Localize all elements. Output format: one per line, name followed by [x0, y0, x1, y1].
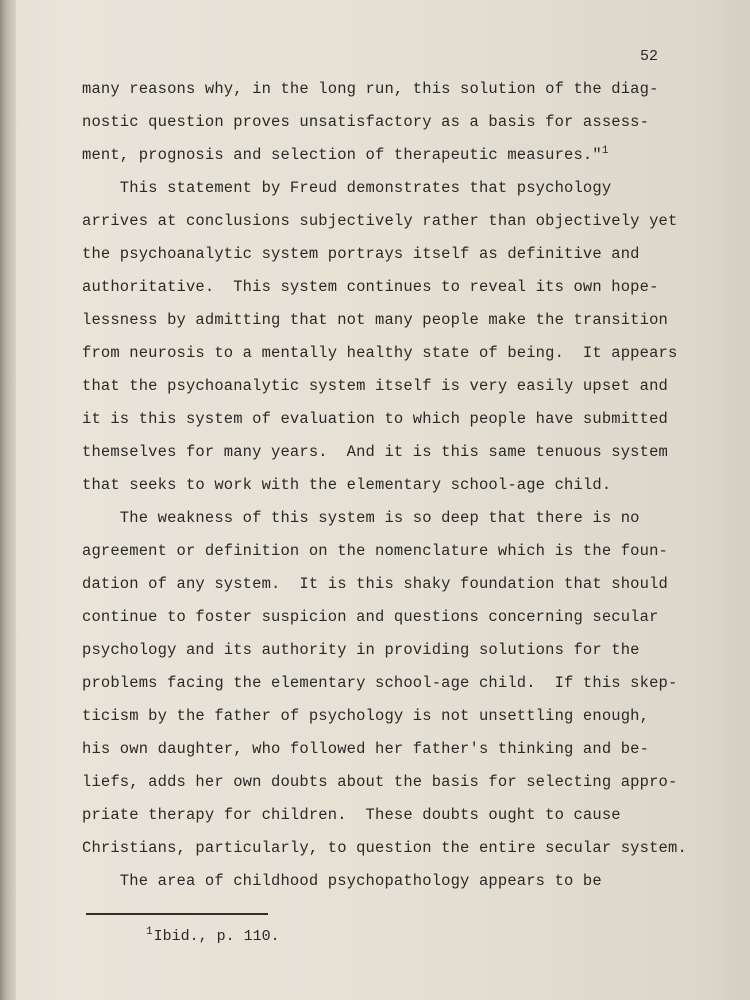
- body-line-7: authoritative. This system continues to reveal its own hope-: [82, 278, 659, 296]
- body-line-25: The area of childhood psychopathology appears to be: [82, 872, 602, 890]
- footnote-text: Ibid., p. 110.: [153, 928, 280, 945]
- body-line-18: psychology and its authority in providing solutions for the: [82, 641, 640, 659]
- footnote: [146, 928, 280, 945]
- body-line-3-text: ment, prognosis and selection of therapeutic measures.": [82, 146, 602, 164]
- body-line-6: the psychoanalytic system portrays itself as definitive and: [82, 245, 640, 263]
- body-line-19: problems facing the elementary school-age child. If this skep-: [82, 674, 678, 692]
- body-line-9: from neurosis to a mentally healthy state of being. It appears: [82, 344, 678, 362]
- body-line-10: that the psychoanalytic system itself is very easily upset and: [82, 377, 668, 395]
- body-line-23: priate therapy for children. These doubts ought to cause: [82, 806, 621, 824]
- body-line-3: [82, 146, 609, 164]
- page-number: 52: [640, 48, 659, 65]
- body-line-20: ticism by the father of psychology is not unsettling enough,: [82, 707, 650, 725]
- binding-edge: [0, 0, 16, 1000]
- body-line-8: lessness by admitting that not many people make the transition: [82, 311, 668, 329]
- body-line-13: that seeks to work with the elementary school-age child.: [82, 476, 612, 494]
- body-line-4: This statement by Freud demonstrates that psychology: [82, 179, 612, 197]
- body-line-2: nostic question proves unsatisfactory as a basis for assess-: [82, 113, 650, 131]
- body-line-14: The weakness of this system is so deep that there is no: [82, 509, 640, 527]
- body-line-12: themselves for many years. And it is this same tenuous system: [82, 443, 668, 461]
- body-line-5: arrives at conclusions subjectively rather than objectively yet: [82, 212, 678, 230]
- footnote-mark: 1: [146, 926, 153, 938]
- body-line-21: his own daughter, who followed her father's thinking and be-: [82, 740, 650, 758]
- body-line-24: Christians, particularly, to question the entire secular system.: [82, 839, 687, 857]
- body-line-11: it is this system of evaluation to which people have submitted: [82, 410, 668, 428]
- body-line-15: agreement or definition on the nomenclature which is the foun-: [82, 542, 668, 560]
- body-line-17: continue to foster suspicion and questions concerning secular: [82, 608, 659, 626]
- body-line-1: many reasons why, in the long run, this solution of the diag-: [82, 80, 659, 98]
- footnote-reference-mark: 1: [601, 145, 609, 157]
- footnote-separator: [86, 913, 268, 915]
- body-line-22: liefs, adds her own doubts about the basis for selecting appro-: [82, 773, 678, 791]
- body-line-16: dation of any system. It is this shaky foundation that should: [82, 575, 668, 593]
